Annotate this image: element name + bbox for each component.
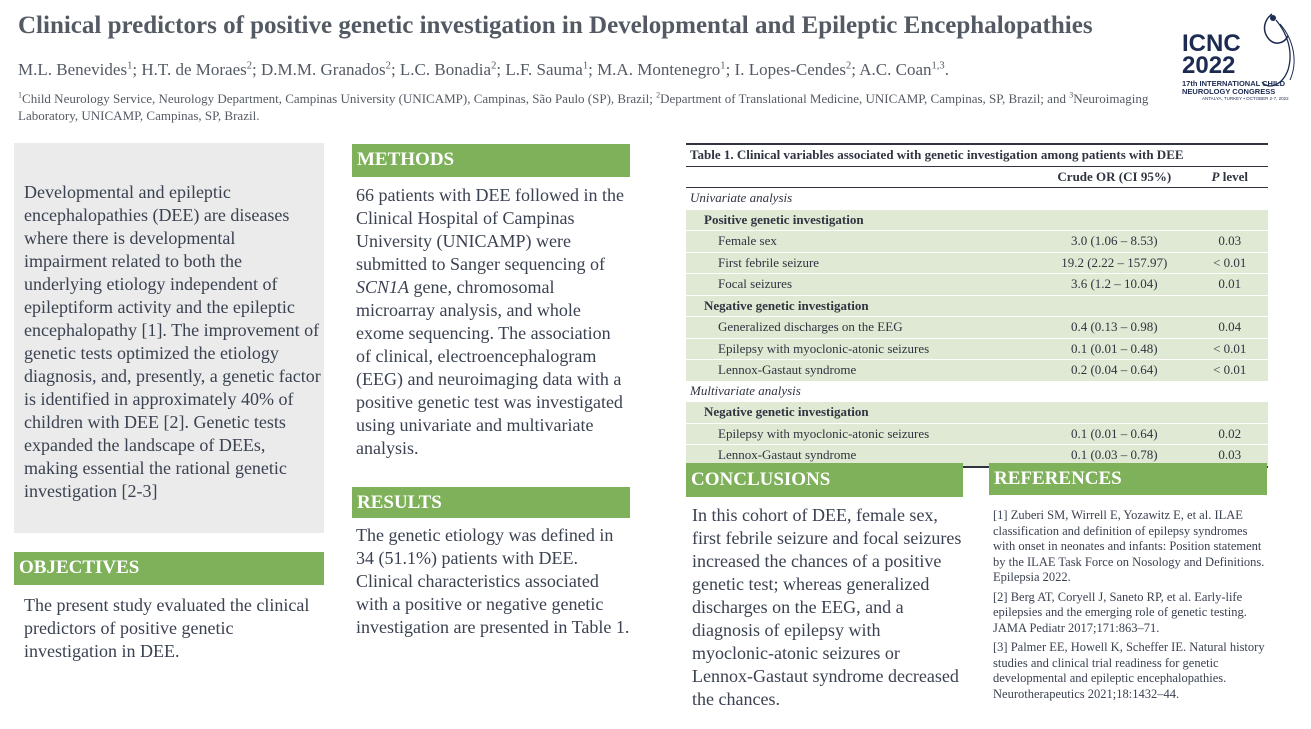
table-cell-p: < 0.01: [1192, 252, 1269, 274]
table-header-row: [686, 166, 1268, 188]
table-group-row: [686, 295, 1268, 317]
author-separator: .: [944, 60, 949, 79]
results-text: The genetic etiology was defined in 34 (51.1%) patients with DEE. Clinical characteristics associated with a positive or negative genetic investigation are presented in Table 1.: [356, 525, 630, 637]
affiliation-text: Department of Translational Medicine, UNICAMP, Campinas, SP, Brazil; and: [660, 91, 1070, 106]
table-cell-variable: Female sex: [686, 231, 1037, 253]
affiliation-text: Child Neurology Service, Neurology Department, Campinas University (UNICAMP), Campinas, São Paulo (SP), Brazil;: [22, 91, 657, 106]
affiliation-mark: 2: [656, 90, 661, 100]
author-affiliation-mark: 2: [246, 60, 253, 72]
table-cell-p: < 0.01: [1192, 338, 1269, 360]
logo-line-2: 2022: [1182, 52, 1236, 79]
author-affiliation-mark: 1: [127, 60, 133, 72]
author-name: A.C. Coan: [859, 60, 932, 79]
author-affiliation-mark: 1: [582, 60, 589, 72]
affiliation-list: [18, 90, 1178, 124]
author-affiliation-mark: 1: [720, 60, 726, 72]
author-separator: ;: [851, 60, 860, 79]
author-name: I. Lopes-Cendes: [734, 60, 846, 79]
table-cell-variable: Epilepsy with myoclonic-atonic seizures: [686, 423, 1037, 445]
objectives-text: The present study evaluated the clinical predictors of positive genetic investigation in DEE.: [24, 595, 310, 661]
objectives-heading: OBJECTIVES: [14, 552, 324, 585]
table-row: [686, 317, 1268, 339]
logo-line-4: NEUROLOGY CONGRESS: [1182, 87, 1276, 96]
introduction-text: Developmental and epileptic encephalopathies (DEE) are diseases where there is developmental impairment related to both the underlying etiology independent of epileptiform activity and the epileptic encephalopathy [1]. The improvement of genetic tests optimized the etiology diagnosis, and, presently, a genetic factor is identified in approximately 40% of children with DEE [2]. Genetic tests expanded the landscape of DEEs, making essential the rational genetic investigation [2-3]: [24, 182, 321, 501]
table-row: [686, 423, 1268, 445]
author-separator: ;: [725, 60, 735, 79]
table-cell-p: 0.04: [1192, 317, 1269, 339]
author-separator: ;: [132, 60, 142, 79]
table-cell-p: [1192, 402, 1269, 424]
table-row: [686, 231, 1268, 253]
methods-gene: SCN1A: [356, 277, 410, 297]
table-group-label: Positive genetic investigation: [686, 209, 1037, 231]
author-affiliation-mark: 2: [845, 60, 852, 72]
author-name: M.A. Montenegro: [597, 60, 721, 79]
table-cell-p: [1192, 209, 1269, 231]
logo-line-5: ANTALYA, TURKEY • OCTOBER 2-7, 2022: [1202, 96, 1289, 101]
table-cell-variable: Generalized discharges on the EEG: [686, 317, 1037, 339]
affiliation-mark: 1: [18, 90, 23, 100]
table-header-p: [1192, 166, 1269, 188]
table-cell-variable: First febrile seizure: [686, 252, 1037, 274]
author-separator: ;: [252, 60, 262, 79]
author-name: M.L. Benevides: [18, 60, 128, 79]
table-cell-or: 0.4 (0.13 – 0.98): [1037, 317, 1191, 339]
logo-line-3: 17th INTERNATIONAL CHILD: [1182, 79, 1286, 88]
author-separator: ;: [496, 60, 506, 79]
table-cell-or: 0.1 (0.01 – 0.64): [1037, 423, 1191, 445]
affiliation-text: Neuroimaging Laboratory, UNICAMP, Campinas, SP, Brazil.: [18, 91, 1149, 123]
conclusions-heading: CONCLUSIONS: [686, 463, 963, 497]
table-section-label: Univariate analysis: [686, 188, 1268, 210]
author-separator: ;: [390, 60, 400, 79]
table-caption: Table 1. Clinical variables associated with genetic investigation among patients with DEE: [686, 144, 1268, 166]
affiliation-mark: 3: [1069, 90, 1074, 100]
author-separator: ;: [588, 60, 598, 79]
table-group-label: Negative genetic investigation: [686, 295, 1037, 317]
reference-item: [2] Berg AT, Coryell J, Saneto RP, et al. Early-life epilepsies and the emerging role of genetic testing. JAMA Pediatr 2017;171:863–71.: [993, 589, 1247, 635]
congress-logo: [1176, 10, 1304, 106]
table-group-row: [686, 402, 1268, 424]
author-name: L.F. Sauma: [505, 60, 583, 79]
table-cell-variable: Lennox-Gastaut syndrome: [686, 445, 1037, 467]
reference-item: [3] Palmer EE, Howell K, Scheffer IE. Natural history studies and clinical trial readiness for genetic developmental and epileptic encephalopathies. Neurotherapeutics 2021;18:1432–44.: [993, 640, 1265, 701]
table-header-blank: [686, 166, 1037, 188]
table-cell-or: 3.6 (1.2 – 10.04): [1037, 274, 1191, 296]
table-group-row: [686, 209, 1268, 231]
table-cell-or: 3.0 (1.06 – 8.53): [1037, 231, 1191, 253]
author-list: [18, 60, 949, 80]
table-section-label: Multivariate analysis: [686, 381, 1268, 402]
table-cell-variable: Focal seizures: [686, 274, 1037, 296]
table-group-label: Negative genetic investigation: [686, 402, 1037, 424]
table-header-or: Crude OR (CI 95%): [1037, 166, 1191, 188]
table-cell-or: 19.2 (2.22 – 157.97): [1037, 252, 1191, 274]
table-cell-or: [1037, 209, 1191, 231]
author-name: D.M.M. Granados: [261, 60, 386, 79]
table-row: [686, 274, 1268, 296]
author-name: L.C. Bonadia: [399, 60, 492, 79]
table-header-p-rest: level: [1219, 168, 1248, 184]
methods-text-after: gene, chromosomal microarray analysis, and whole exome sequencing. The association of clinical, electroencephalogram (EEG) and neuroimaging data with a positive genetic test was investigated using univariate and multivariate analysis.: [356, 277, 623, 458]
table-cell-p: [1192, 295, 1269, 317]
table-cell-p: 0.03: [1192, 445, 1269, 467]
author-affiliation-mark: 2: [385, 60, 391, 72]
methods-heading: METHODS: [352, 144, 630, 177]
conclusions-text: In this cohort of DEE, female sex, first febrile seizure and focal seizures increased the chances of a positive genetic test; whereas generalized discharges on the EEG, and a diagnosis of epilepsy with myoclonic-atonic seizures or Lennox-Gastaut syndrome decreased the chances.: [692, 505, 962, 709]
results-table: [686, 143, 1268, 468]
poster-title: Clinical predictors of positive genetic investigation in Developmental and Epileptic Encephalopathies: [18, 12, 1093, 39]
table-row: [686, 338, 1268, 360]
reference-item: [1] Zuberi SM, Wirrell E, Yozawitz E, et al. ILAE classification and definition of epilepsy syndromes with onset in neonates and infants: Position statement by the ILAE Task Force on Nosology and Definitions. Epilepsia 2022.: [993, 508, 1265, 584]
table-cell-or: 0.1 (0.03 – 0.78): [1037, 445, 1191, 467]
author-affiliation-mark: 2: [491, 60, 497, 72]
table-cell-p: 0.01: [1192, 274, 1269, 296]
methods-text-before: 66 patients with DEE followed in the Clinical Hospital of Campinas University (UNICAMP) were submitted to Sanger sequencing of: [356, 185, 624, 274]
results-heading: RESULTS: [352, 487, 630, 518]
author-affiliation-mark: 1,3: [931, 60, 945, 72]
references-list: [993, 508, 1265, 706]
table-cell-or: 0.2 (0.04 – 0.64): [1037, 360, 1191, 381]
table-header-p-italic: P: [1211, 168, 1220, 184]
table-caption-row: [686, 144, 1268, 166]
logo-line-1: ICNC: [1182, 30, 1241, 57]
references-heading: REFERENCES: [989, 463, 1267, 495]
table-row: [686, 252, 1268, 274]
table-section-row: [686, 188, 1268, 210]
table-section-row: [686, 381, 1268, 402]
table-cell-p: 0.03: [1192, 231, 1269, 253]
table-cell-p: 0.02: [1192, 423, 1269, 445]
author-name: H.T. de Moraes: [141, 60, 247, 79]
table-cell-or: [1037, 402, 1191, 424]
table-cell-variable: Epilepsy with myoclonic-atonic seizures: [686, 338, 1037, 360]
methods-text: [356, 184, 630, 460]
table-row: [686, 360, 1268, 381]
table-cell-or: 0.1 (0.01 – 0.48): [1037, 338, 1191, 360]
table-cell-variable: Lennox-Gastaut syndrome: [686, 360, 1037, 381]
table-cell-p: < 0.01: [1192, 360, 1269, 381]
table-cell-or: [1037, 295, 1191, 317]
